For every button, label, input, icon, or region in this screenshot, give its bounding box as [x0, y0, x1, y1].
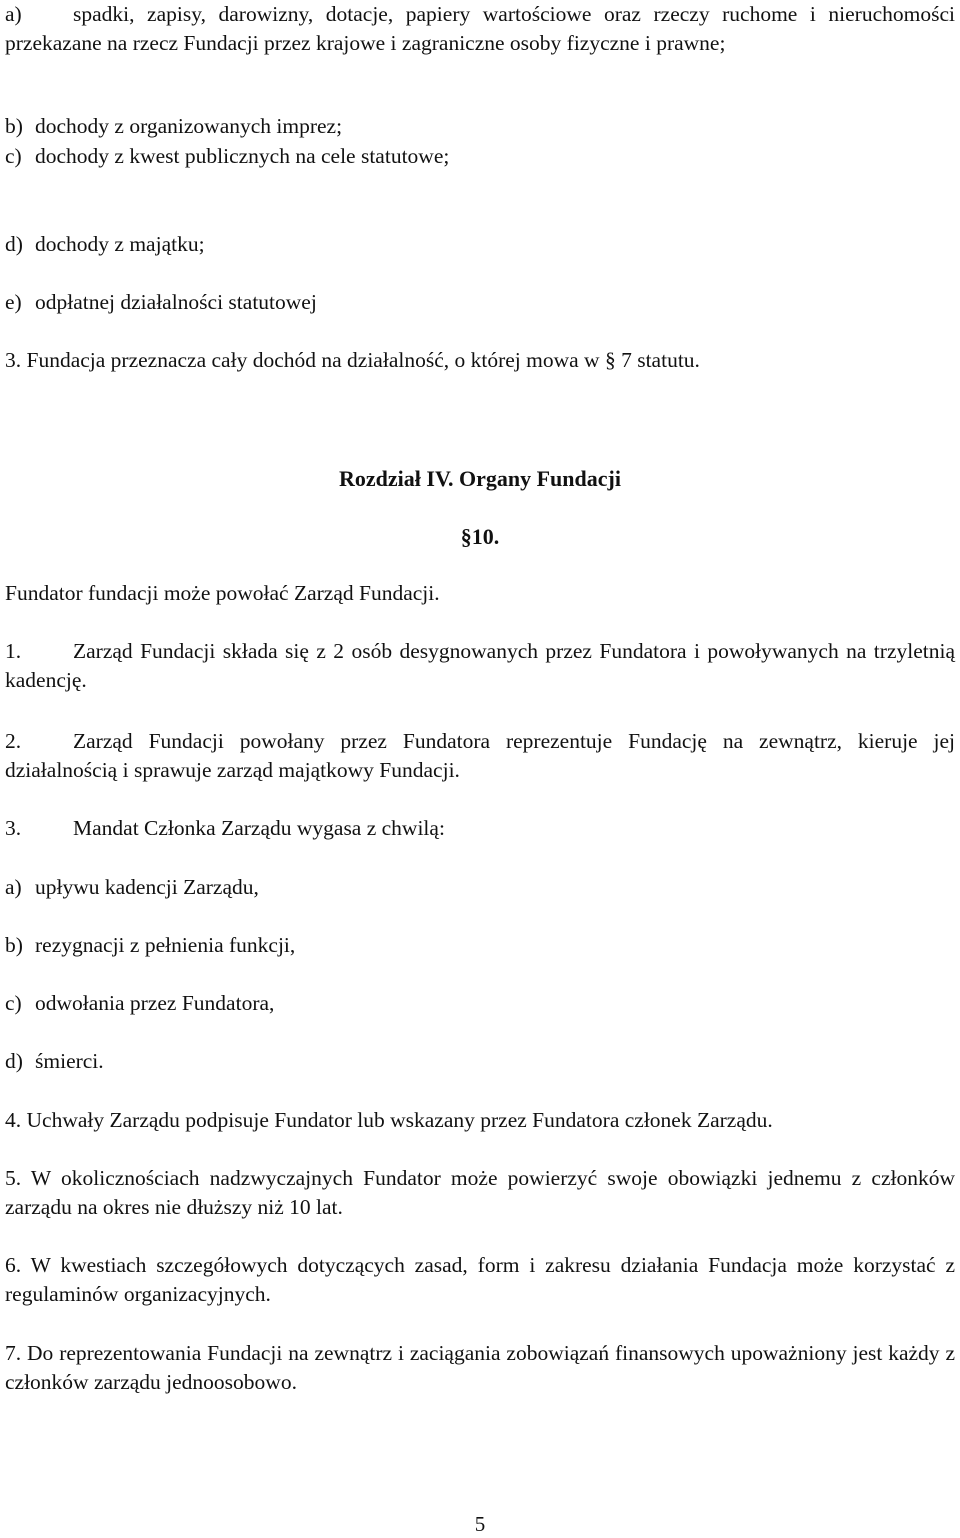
point-3-income: 3. Fundacja przeznacza cały dochód na działalność, o której mowa w § 7 statutu.: [5, 348, 700, 372]
point-2: [5, 727, 955, 785]
intro-paragraph: Fundator fundacji może powołać Zarząd Fundacji.: [5, 581, 440, 605]
point-4: 4. Uchwały Zarządu podpisuje Fundator lub wskazany przez Fundatora członek Zarządu.: [5, 1108, 773, 1132]
list-item-text: spadki, zapisy, darowizny, dotacje, papiery wartościowe oraz rzeczy ruchome i nieruchomości przekazane na rzecz Fundacji przez krajowe i zagraniczne osoby fizyczne i prawne;: [5, 2, 955, 55]
mandate-item-a: [5, 873, 259, 902]
mandate-item-b: [5, 931, 295, 960]
list-item-a: [5, 0, 955, 58]
list-item-text: odwołania przez Fundatora,: [35, 991, 275, 1015]
point-label: 1.: [5, 639, 22, 663]
point-3-mandate: [5, 814, 445, 843]
list-item-label: a): [5, 2, 22, 26]
list-item-text: dochody z organizowanych imprez;: [35, 114, 343, 138]
list-item-label: b): [5, 114, 23, 138]
point-5: 5. W okolicznościach nadzwyczajnych Fundator może powierzyć swoje obowiązki jednemu z członków zarządu na okres nie dłuższy niż 10 lat.: [5, 1166, 955, 1219]
chapter-heading: Rozdział IV. Organy Fundacji: [339, 466, 621, 491]
list-item-label: c): [5, 144, 22, 168]
mandate-item-c: [5, 989, 274, 1018]
list-item-label: d): [5, 1049, 23, 1073]
page-number: 5: [474, 1512, 486, 1536]
section-number: §10.: [460, 524, 500, 549]
list-item-text: upływu kadencji Zarządu,: [35, 875, 259, 899]
mandate-item-d: [5, 1047, 104, 1076]
point-label: 3.: [5, 816, 22, 840]
list-item-d: [5, 230, 205, 259]
list-item-c: [5, 142, 449, 171]
point-text: Zarząd Fundacji składa się z 2 osób desygnowanych przez Fundatora i powoływanych na trzyletnią kadencję.: [5, 639, 955, 692]
point-text: Zarząd Fundacji powołany przez Fundatora reprezentuje Fundację na zewnątrz, kieruje jej działalnością i sprawuje zarząd majątkowy Fundacji.: [5, 729, 955, 782]
list-item-text: dochody z kwest publicznych na cele statutowe;: [35, 144, 450, 168]
list-item-label: b): [5, 933, 23, 957]
point-1: [5, 637, 955, 695]
list-item-text: odpłatnej działalności statutowej: [35, 290, 317, 314]
list-item-text: dochody z majątku;: [35, 232, 205, 256]
list-item-b: [5, 112, 342, 141]
point-text: Mandat Członka Zarządu wygasa z chwilą:: [73, 816, 445, 840]
list-item-text: rezygnacji z pełnienia funkcji,: [35, 933, 296, 957]
list-item-label: a): [5, 875, 22, 899]
point-label: 2.: [5, 729, 22, 753]
list-item-label: d): [5, 232, 23, 256]
list-item-e: [5, 288, 317, 317]
list-item-label: e): [5, 290, 22, 314]
list-item-text: śmierci.: [35, 1049, 104, 1073]
point-6: 6. W kwestiach szczegółowych dotyczących zasad, form i zakresu działania Fundacja może korzystać z regulaminów organizacyjnych.: [5, 1253, 955, 1306]
point-7: 7. Do reprezentowania Fundacji na zewnątrz i zaciągania zobowiązań finansowych upoważniony jest każdy z członków zarządu jednoosobowo.: [5, 1341, 955, 1394]
list-item-label: c): [5, 991, 22, 1015]
